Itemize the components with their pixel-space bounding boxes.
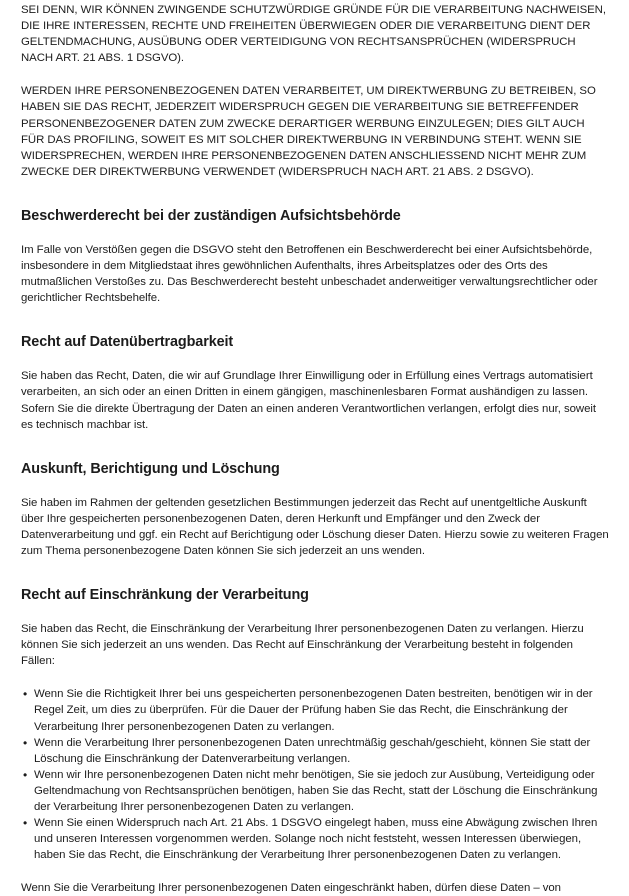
restriction-consequence-paragraph: Wenn Sie die Verarbeitung Ihrer personenbezogenen Daten eingeschränkt haben, dürfen diese Daten – von: [21, 882, 561, 895]
information-correction-paragraph: Sie haben im Rahmen der geltenden gesetzlichen Bestimmungen jederzeit das Recht auf unentgeltliche Auskunft über Ihre gespeicherten personenbezogenen Daten, deren Herkunft und Empfänger und den Zweck der Datenverarbeitung und ggf. ein Recht auf Berichtigung oder Löschung dieser Daten. Hierzu sowie zu weiteren Fragen zum Thema personenbezogene Daten können Sie sich jederzeit an uns wenden.: [21, 496, 609, 557]
objection-paragraph-1: SEI DENN, WIR KÖNNEN ZWINGENDE SCHUTZWÜRDIGE GRÜNDE FÜR DIE VERARBEITUNG NACHWEISEN, DIE IHRE INTERESSEN, RECHTE UND FREIHEITEN ÜBERWIEGEN ODER DIE VERARBEITUNG DIENT DER GELTENDMACHUNG, AUSÜBUNG ODER VERTEIDIGUNG VON RECHTSANSPRÜCHEN (WIDERSPRUCH NACH ART. 21 ABS. 1 DSGVO).: [21, 4, 606, 65]
data-portability-paragraph: Sie haben das Recht, Daten, die wir auf Grundlage Ihrer Einwilligung oder in Erfüllung eines Vertrags automatisiert verarbeiten, an sich oder an einen Dritten in einem gängigen, maschinenlesbaren Format aushändigen zu lassen. Sofern Sie die direkte Übertragung der Daten an einen anderen Verantwortlichen verlangen, erfolgt dies nur, soweit es technisch machbar ist.: [21, 370, 596, 431]
list-item: • Wenn die Verarbeitung Ihrer personenbezogenen Daten unrechtmäßig geschah/geschieht, können Sie statt der Löschung die Einschränkung der Datenverarbeitung verlangen.: [21, 735, 609, 767]
list-item: • Wenn Sie die Richtigkeit Ihrer bei uns gespeicherten personenbezogenen Daten bestreiten, benötigen wir in der Regel Zeit, um dies zu überprüfen. Für die Dauer der Prüfung haben Sie das Recht, die Einschränkung der Verarbeitung Ihrer personenbezogenen Daten zu verlangen.: [21, 686, 609, 734]
restriction-intro-paragraph: Sie haben das Recht, die Einschränkung der Verarbeitung Ihrer personenbezogenen Daten zu verlangen. Hierzu können Sie sich jederzeit an uns wenden. Das Recht auf Einschränkung der Verarbeitung besteht in folgenden Fällen:: [21, 623, 584, 668]
privacy-policy-document: [21, 0, 609, 896]
list-item: • Wenn Sie einen Widerspruch nach Art. 21 Abs. 1 DSGVO eingelegt haben, muss eine Abwägung zwischen Ihren und unseren Interessen vorgenommen werden. Solange noch nicht feststeht, wessen Interessen überwiegen, haben Sie das Recht, die Einschränkung der Verarbeitung Ihrer personenbezogenen Daten zu verlangen.: [21, 815, 609, 863]
restriction-cases-list: [21, 686, 609, 863]
list-item: • Wenn wir Ihre personenbezogenen Daten nicht mehr benötigen, Sie sie jedoch zur Ausübung, Verteidigung oder Geltendmachung von Rechtsansprüchen benötigen, haben Sie das Recht, statt der Löschung die Einschränkung der Verarbeitung Ihrer personenbezogenen Daten zu verlangen.: [21, 767, 609, 815]
heading-restriction-of-processing: Recht auf Einschränkung der Verarbeitung: [21, 587, 309, 604]
heading-data-portability: Recht auf Datenübertragbarkeit: [21, 334, 234, 351]
heading-complaint-right: Beschwerderecht bei der zuständigen Aufsichtsbehörde: [21, 207, 401, 224]
objection-paragraph-2: WERDEN IHRE PERSONENBEZOGENEN DATEN VERARBEITET, UM DIREKTWERBUNG ZU BETREIBEN, SO HABEN SIE DAS RECHT, JEDERZEIT WIDERSPRUCH GEGEN DIE VERARBEITUNG SIE BETREFFENDER PERSONENBEZOGENER DATEN ZUM ZWECKE DERARTIGER WERBUNG EINZULEGEN; DIES GILT AUCH FÜR DAS PROFILING, SOWEIT ES MIT SOLCHER DIREKTWERBUNG IN VERBINDUNG STEHT. WENN SIE WIDERSPRECHEN, WERDEN IHRE PERSONENBEZOGENEN DATEN ANSCHLIESSEND NICHT MEHR ZUM ZWECKE DER DIREKTWERBUNG VERWENDET (WIDERSPRUCH NACH ART. 21 ABS. 2 DSGVO).: [21, 85, 596, 178]
heading-information-correction-deletion: Auskunft, Berichtigung und Löschung: [21, 460, 280, 477]
complaint-right-paragraph: Im Falle von Verstößen gegen die DSGVO steht den Betroffenen ein Beschwerderecht bei einer Aufsichtsbehörde, insbesondere in dem Mitgliedstaat ihres gewöhnlichen Aufenthalts, ihres Arbeitsplatzes oder des Orts des mutmaßlichen Verstoßes zu. Das Beschwerderecht besteht unbeschadet anderweitiger verwaltungsrechtlicher oder gerichtlicher Rechtsbehelfe.: [21, 243, 598, 305]
